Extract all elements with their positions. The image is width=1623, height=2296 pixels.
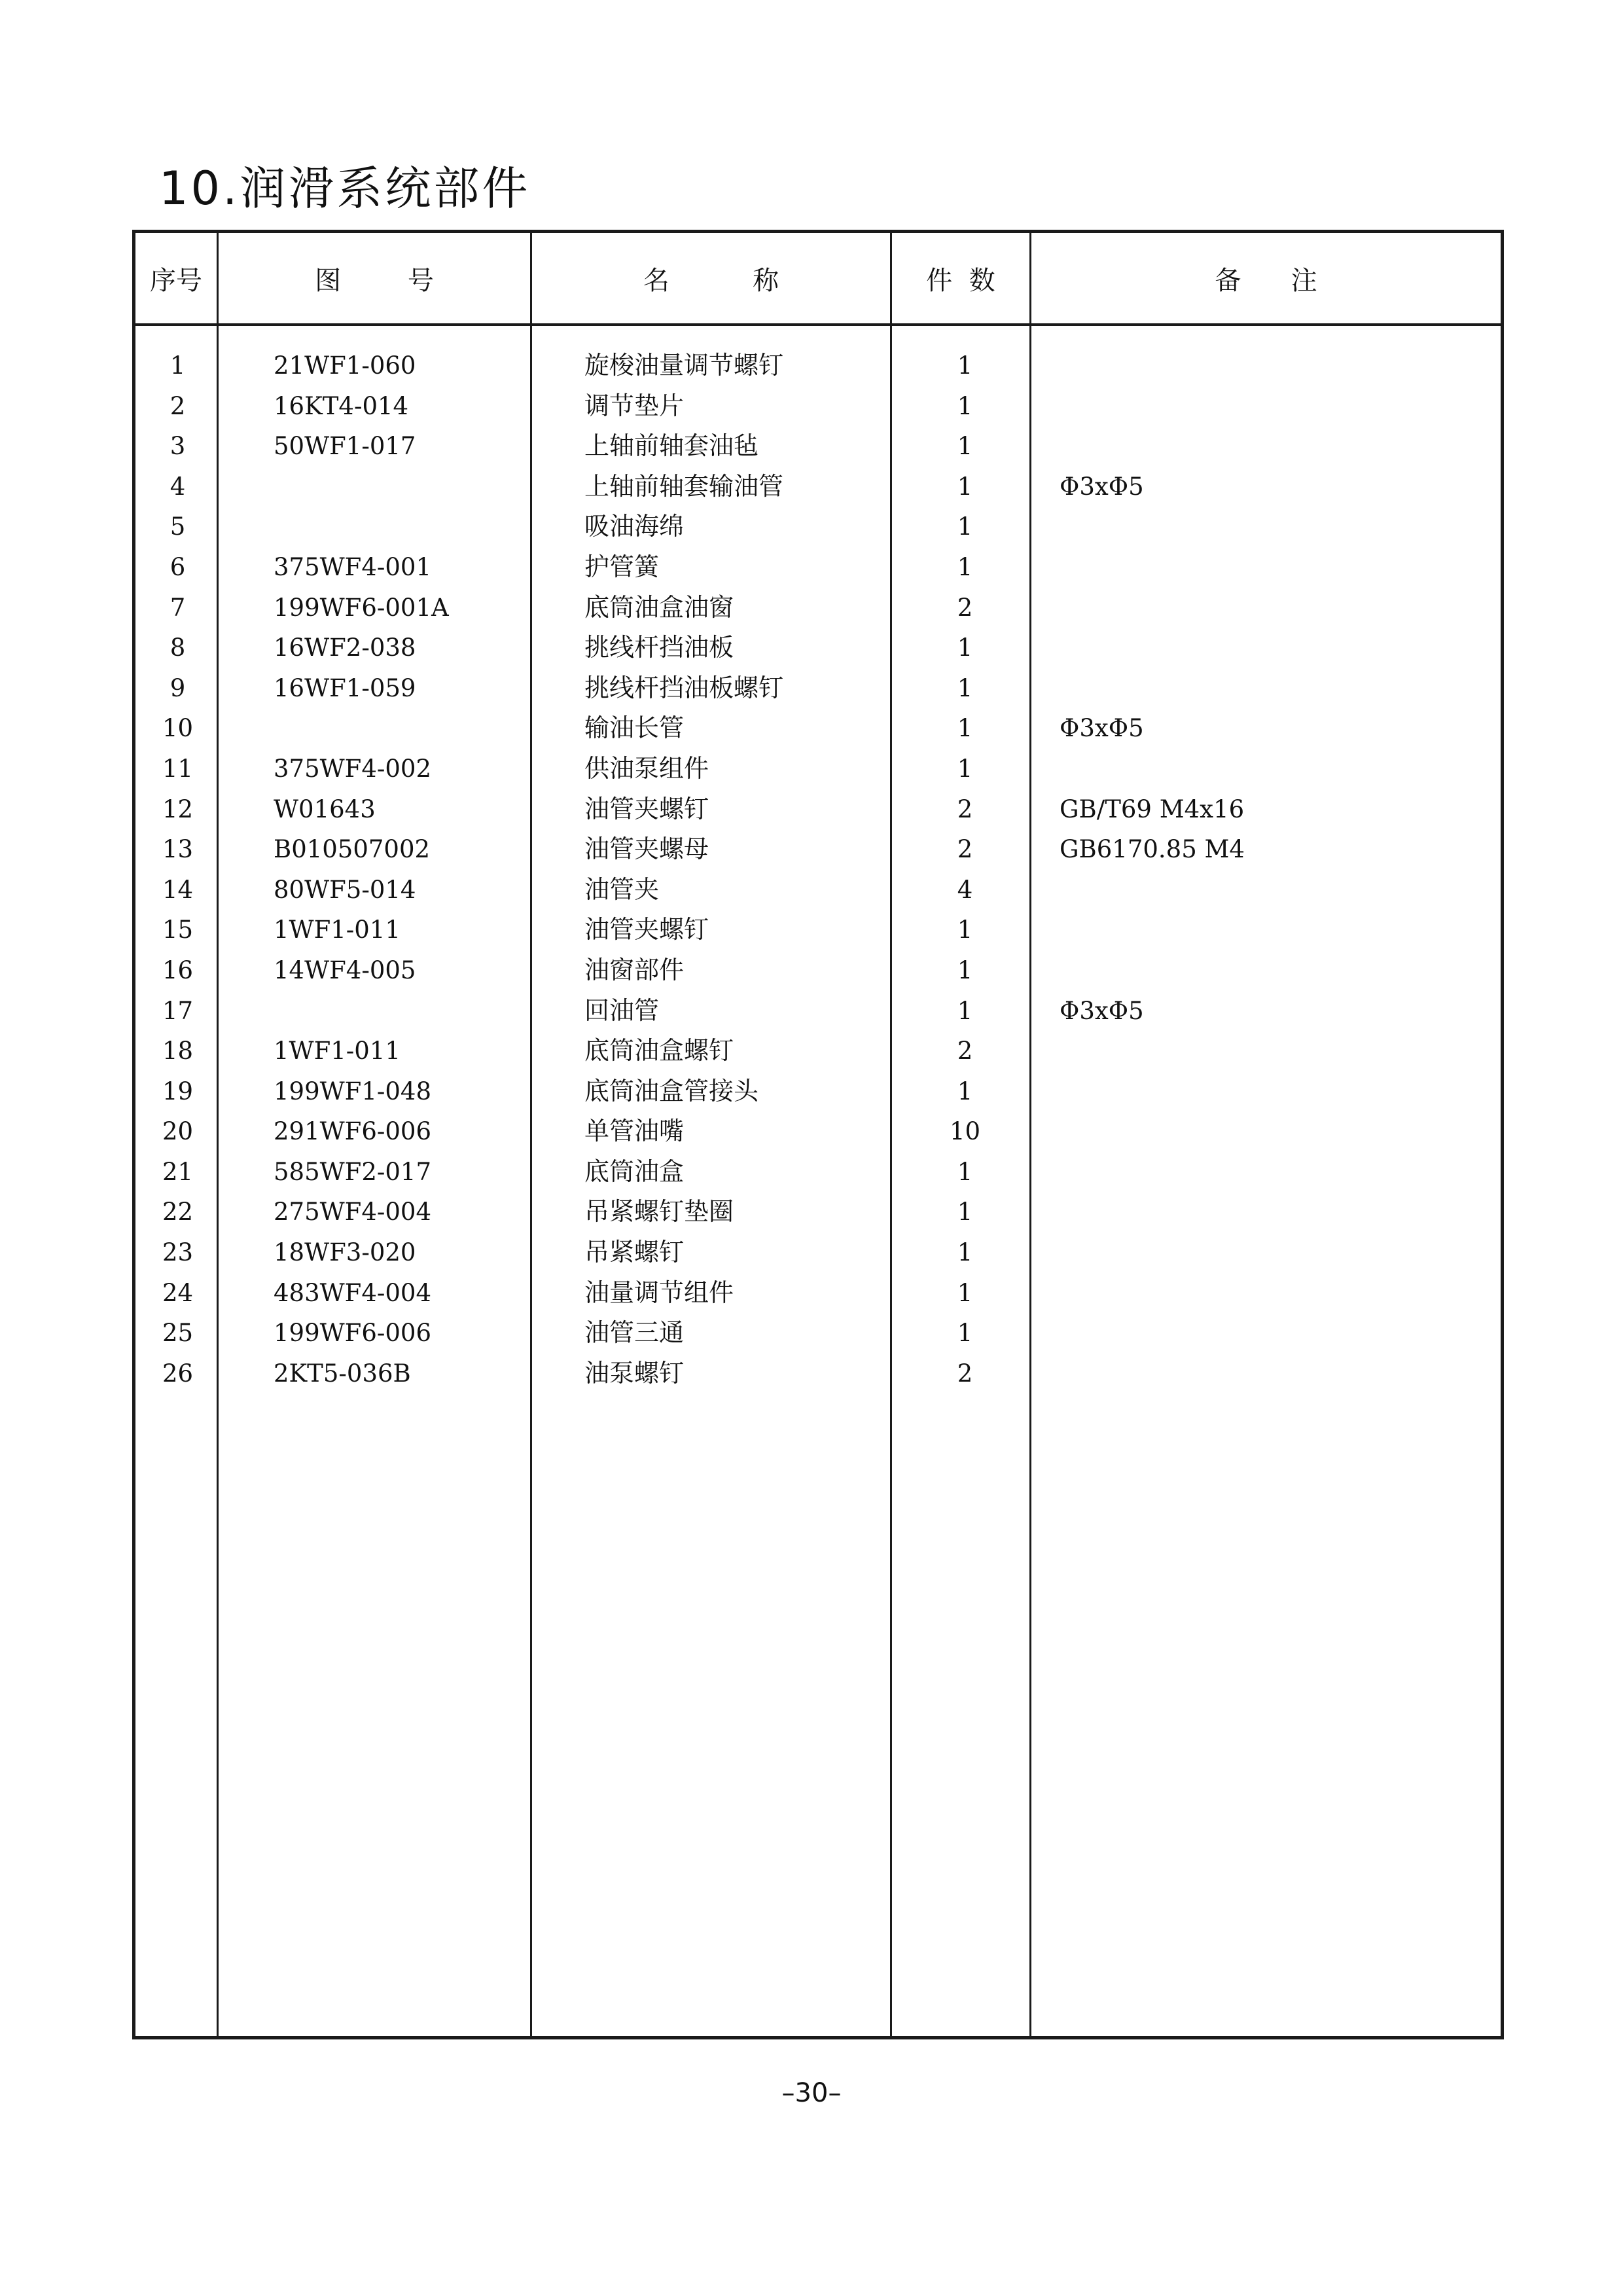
drawing-number: 199WF6-006 [274,1319,431,1348]
row-number: 14 [162,875,194,904]
table-row [135,910,1501,950]
drawing-number: 21WF1-060 [274,351,416,380]
remarks: Φ3xΦ5 [1060,714,1144,743]
row-number: 16 [162,956,194,984]
part-name: 油管夹螺钉 [584,915,709,944]
row-number: 5 [169,512,186,541]
part-name: 吊紧螺钉垫圈 [584,1197,734,1227]
quantity: 1 [957,1238,973,1267]
row-number: 21 [162,1157,194,1186]
header-divider [135,323,1501,326]
part-name: 挑线杆挡油板 [584,633,734,662]
part-name: 调节垫片 [584,391,685,420]
quantity: 1 [957,714,973,743]
part-name: 输油长管 [584,713,685,743]
row-number: 20 [162,1117,194,1146]
part-name: 旋梭油量调节螺钉 [584,351,784,380]
row-number: 24 [162,1278,194,1307]
parts-table [132,230,1504,2039]
drawing-number: 16KT4-014 [274,391,409,420]
table-row [135,950,1501,991]
header-name: 名 称 [643,265,779,296]
quantity: 1 [957,432,973,461]
quantity: 2 [957,593,973,622]
drawing-number: 585WF2-017 [274,1157,431,1186]
drawing-number: 16WF2-038 [274,634,416,662]
row-number: 3 [169,432,186,461]
row-number: 12 [162,795,194,823]
table-row [135,588,1501,628]
row-number: 13 [162,835,194,864]
drawing-number: 2KT5-036B [274,1359,411,1388]
drawing-number: B010507002 [274,835,431,864]
table-row [135,386,1501,427]
quantity: 1 [957,1198,973,1227]
drawing-number: 50WF1-017 [274,432,416,461]
drawing-number: 80WF5-014 [274,875,416,904]
row-number: 22 [162,1198,194,1227]
drawing-number: 483WF4-004 [274,1278,431,1307]
row-number: 7 [169,593,186,622]
quantity: 1 [957,552,973,581]
part-name: 挑线杆挡油板螺钉 [584,673,784,702]
table-row [135,1152,1501,1193]
header-no: 序号 [150,265,202,296]
quantity: 1 [957,996,973,1025]
part-name: 单管油嘴 [584,1117,685,1146]
drawing-number: 1WF1-011 [274,916,401,944]
part-name: 油窗部件 [584,955,685,984]
header-remarks: 备 注 [1215,265,1317,296]
drawing-number: 291WF6-006 [274,1117,431,1146]
table-row [135,426,1501,467]
part-name: 油泵螺钉 [584,1358,685,1388]
quantity: 1 [957,391,973,420]
table-row [135,749,1501,789]
table-row [135,467,1501,507]
row-number: 19 [162,1077,194,1105]
remarks: GB6170.85 M4 [1060,835,1245,864]
header-quantity: 件 数 [926,265,995,296]
part-name: 油管夹 [584,874,660,904]
row-number: 1 [169,351,186,380]
table-row [135,628,1501,668]
part-name: 上轴前轴套输油管 [584,471,784,501]
table-row [135,1031,1501,1071]
row-number: 18 [162,1037,194,1066]
table-row [135,1354,1501,1394]
drawing-number: 375WF4-001 [274,552,431,581]
part-name: 上轴前轴套油毡 [584,431,759,461]
row-number: 11 [162,754,194,783]
drawing-number: 199WF1-048 [274,1077,431,1105]
table-row [135,829,1501,870]
drawing-number: 199WF6-001A [274,593,449,622]
quantity: 1 [957,634,973,662]
row-number: 4 [169,472,186,501]
row-number: 15 [162,916,194,944]
part-name: 回油管 [584,996,660,1025]
table-row [135,789,1501,830]
part-name: 护管簧 [584,552,660,581]
table-row [135,1232,1501,1273]
table-row [135,870,1501,910]
drawing-number: 1WF1-011 [274,1037,401,1066]
table-row [135,1192,1501,1232]
part-name: 底筒油盒螺钉 [584,1036,734,1066]
quantity: 1 [957,512,973,541]
page-number: –30– [781,2078,842,2108]
row-number: 8 [169,634,186,662]
row-number: 26 [162,1359,194,1388]
quantity: 1 [957,916,973,944]
drawing-number: 275WF4-004 [274,1198,431,1227]
row-number: 6 [169,552,186,581]
remarks: GB/T69 M4x16 [1060,795,1245,823]
drawing-number: 375WF4-002 [274,754,431,783]
drawing-number: 14WF4-005 [274,956,416,984]
quantity: 10 [949,1117,981,1146]
quantity: 1 [957,673,973,702]
header-drawing-no: 图 号 [315,265,434,296]
drawing-number: 18WF3-020 [274,1238,416,1267]
part-name: 油管三通 [584,1318,685,1348]
table-row [135,1313,1501,1354]
quantity: 2 [957,795,973,823]
table-body [135,346,1501,1393]
part-name: 油管夹螺母 [584,834,709,864]
part-name: 油量调节组件 [584,1278,734,1307]
row-number: 17 [162,996,194,1025]
table-row [135,991,1501,1031]
drawing-number: W01643 [274,795,376,823]
part-name: 油管夹螺钉 [584,794,709,823]
part-name: 底筒油盒 [584,1157,685,1186]
remarks: Φ3xΦ5 [1060,472,1144,501]
quantity: 1 [957,1319,973,1348]
quantity: 4 [957,875,973,904]
table-row [135,1071,1501,1112]
quantity: 1 [957,956,973,984]
quantity: 1 [957,1278,973,1307]
quantity: 2 [957,1037,973,1066]
table-header [135,233,1501,323]
row-number: 2 [169,391,186,420]
row-number: 25 [162,1319,194,1348]
quantity: 1 [957,1157,973,1186]
table-row [135,668,1501,709]
part-name: 底筒油盒油窗 [584,592,734,622]
table-row [135,1111,1501,1152]
part-name: 供油泵组件 [584,753,709,783]
table-row [135,507,1501,547]
quantity: 2 [957,835,973,864]
quantity: 1 [957,351,973,380]
part-name: 吊紧螺钉 [584,1238,685,1267]
row-number: 23 [162,1238,194,1267]
drawing-number: 16WF1-059 [274,673,416,702]
table-row [135,346,1501,386]
quantity: 1 [957,472,973,501]
table-row [135,1273,1501,1314]
row-number: 10 [162,714,194,743]
page-title: 10.润滑系统部件 [159,162,531,215]
quantity: 1 [957,754,973,783]
quantity: 1 [957,1077,973,1105]
part-name: 底筒油盒管接头 [584,1076,759,1105]
quantity: 2 [957,1359,973,1388]
table-row [135,708,1501,749]
row-number: 9 [169,673,186,702]
remarks: Φ3xΦ5 [1060,996,1144,1025]
part-name: 吸油海绵 [584,512,685,541]
table-row [135,547,1501,588]
